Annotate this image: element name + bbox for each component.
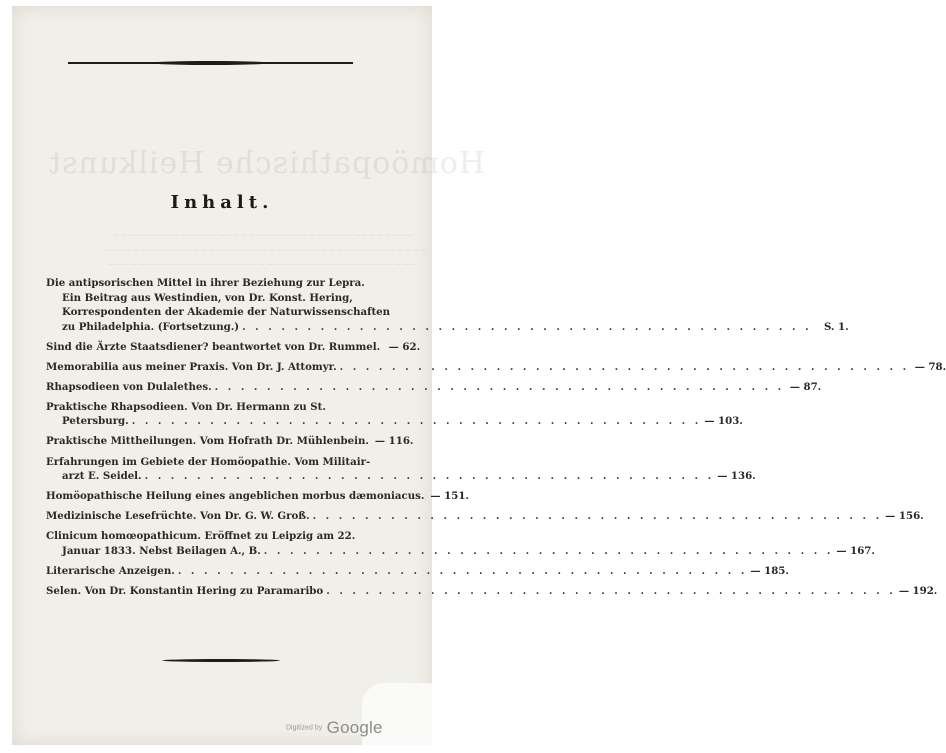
toc-entry xyxy=(46,380,822,395)
toc-entry-last-line xyxy=(46,360,946,375)
toc-entry-title: Literarische Anzeigen. xyxy=(46,564,175,577)
toc-entry xyxy=(46,360,946,375)
toc-entry-last-line xyxy=(46,434,414,449)
toc-entry xyxy=(46,509,924,524)
toc-page-number: — 62. xyxy=(388,340,421,353)
book-page xyxy=(12,6,946,745)
toc-entry-title: Memorabilia aus meiner Praxis. Von Dr. J. Attomyr. xyxy=(46,360,337,373)
toc-entry-title: Januar 1833. Nebst Beilagen A., B. xyxy=(62,544,261,557)
toc-entry-last-line xyxy=(46,584,938,599)
toc-entry-line: Korrespondenten der Akademie der Naturwissenschaften xyxy=(62,306,391,318)
toc-entry-title: Homöopathische Heilung eines angeblichen morbus dæmoniacus. xyxy=(46,490,425,503)
toc-entry-title: Rhapsodieen von Dulalethes. xyxy=(46,380,212,393)
toc-entry-last-line xyxy=(46,544,875,559)
toc-entry-last-line xyxy=(46,414,743,429)
toc-entry xyxy=(46,400,743,429)
bleed-through-line: ~~~~~~~~~~~~~~~~~~~~~~~~~~~~~~~~~~~~~~~~ xyxy=(112,231,414,241)
toc-entry-title: Sind die Ärzte Staatsdiener? beantwortet von Dr. Rummel. xyxy=(46,340,381,353)
toc-entry-last-line xyxy=(46,564,789,579)
toc-page-number: — 87. xyxy=(789,380,822,393)
toc-page-number: — 103. xyxy=(704,415,743,428)
bottom-ornament-rule xyxy=(162,659,280,662)
watermark-prefix: Digitized by xyxy=(286,724,323,732)
dot-leader xyxy=(326,584,896,599)
toc-entry-last-line xyxy=(46,340,421,355)
dot-leader xyxy=(215,380,785,395)
toc-entry xyxy=(46,584,938,599)
toc-entry-title: Petersburg. xyxy=(62,415,129,428)
page-title: Inhalt. xyxy=(170,192,274,213)
toc-entry-title: Medizinische Lesefrüchte. Von Dr. G. W. Groß. xyxy=(46,510,310,523)
toc-entry-line: Erfahrungen im Gebiete der Homöopathie. Vom Militair- xyxy=(46,455,371,468)
bleed-through-line: ~~~~~~~~~~~~~~~~~~~~~~~~~~~~~~~~~~~~~~~~~~~ xyxy=(102,246,427,256)
toc-entry xyxy=(46,564,789,579)
toc-entry-line: Ein Beitrag aus Westindien, von Dr. Konst. Hering, xyxy=(62,291,353,304)
dot-leader xyxy=(145,469,715,484)
dot-leader xyxy=(264,544,834,559)
toc-entry xyxy=(46,455,756,484)
toc-entry-title: arzt E. Seidel. xyxy=(62,470,142,483)
dot-leader xyxy=(313,509,883,524)
toc-entry-line: Praktische Rhapsodieen. Von Dr. Hermann zu St. xyxy=(46,400,326,413)
toc-entry xyxy=(46,434,414,449)
toc-page-number: — 116. xyxy=(374,435,414,448)
toc-entry xyxy=(46,529,875,558)
bleed-through-text: Homöopathische Heilkunst xyxy=(48,146,486,181)
toc-page-number: — 151. xyxy=(430,490,469,503)
toc-entry xyxy=(46,489,469,504)
google-logo: Google xyxy=(326,718,383,737)
toc-entry-last-line xyxy=(46,509,924,524)
toc-entry-title: zu Philadelphia. (Fortsetzung.) xyxy=(62,320,240,333)
toc-entry-title: Praktische Mittheilungen. Vom Hofrath Dr. Mühlenbein. xyxy=(46,435,369,448)
toc-page-number: — 192. xyxy=(898,585,938,598)
toc-page-number: — 136. xyxy=(717,470,756,483)
toc-entry xyxy=(46,340,421,355)
toc-entry-line: Clinicum homœopathicum. Eröffnet zu Leipzig am 22. xyxy=(46,530,356,543)
top-rule xyxy=(68,62,353,64)
toc-entry-last-line xyxy=(46,469,756,484)
toc-entry-last-line xyxy=(46,380,822,395)
dot-leader xyxy=(242,320,812,335)
toc-entry xyxy=(46,276,849,334)
toc-entry-title: Selen. Von Dr. Konstantin Hering zu Paramaribo xyxy=(46,585,324,598)
digitized-watermark xyxy=(286,718,383,738)
toc-entry-last-line xyxy=(46,320,849,335)
toc-entry-last-line xyxy=(46,489,469,504)
toc-page-number: — 156. xyxy=(885,510,924,523)
dot-leader xyxy=(178,564,748,579)
toc-entry-line: Die antipsorischen Mittel in ihrer Beziehung zur Lepra. xyxy=(46,277,365,289)
table-of-contents xyxy=(46,276,946,604)
toc-page-number: S. 1. xyxy=(823,320,849,333)
toc-page-number: — 185. xyxy=(750,564,789,577)
bleed-through-line: ~~~~~~~~~~~~~~~~~~~~~~~~~~~~~~~~~~~~~~~~~ xyxy=(107,260,417,270)
dot-leader xyxy=(340,360,910,375)
toc-page-number: — 78. xyxy=(914,360,946,373)
dot-leader xyxy=(132,414,702,429)
toc-page-number: — 167. xyxy=(836,544,875,557)
